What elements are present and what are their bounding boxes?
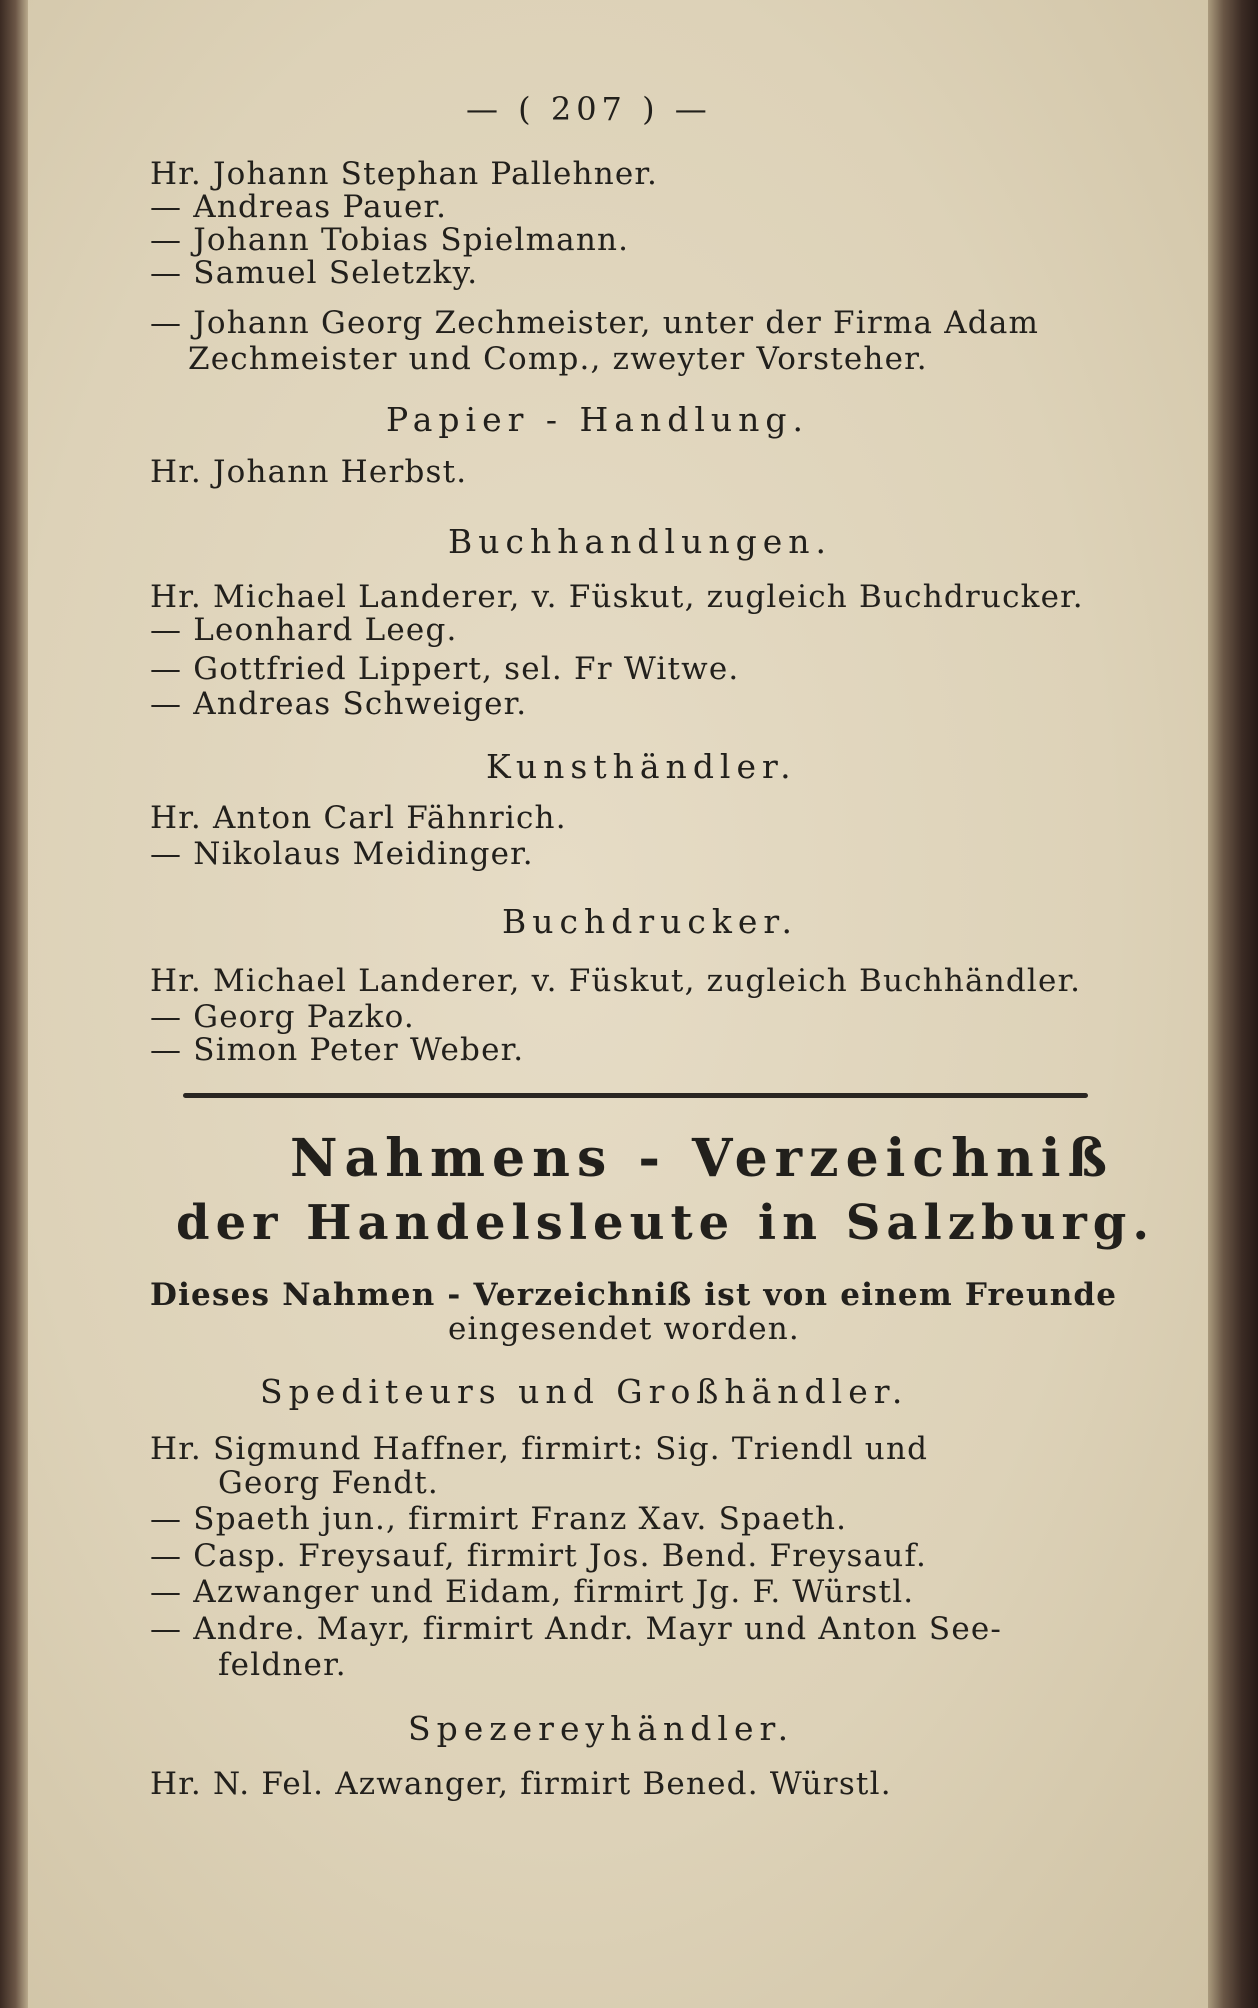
title-line-2: der Handelsleute in Salzburg.	[176, 1195, 1156, 1251]
entry-line: Hr. N. Fel. Azwanger, firmirt Bened. Würstl.	[150, 1766, 892, 1802]
entry-line: Hr. Anton Carl Fähnrich.	[150, 800, 567, 836]
section-heading: Kunsthändler.	[486, 747, 797, 786]
entry-line: feldner.	[218, 1647, 347, 1683]
entry-line: — Andre. Mayr, firmirt Andr. Mayr und Anton See-	[150, 1611, 1003, 1647]
book-gutter-left	[0, 0, 28, 2008]
entry-line: — Johann Tobias Spielmann.	[150, 222, 630, 258]
entry-line: — Spaeth jun., firmirt Franz Xav. Spaeth.	[150, 1501, 848, 1537]
entry-line: Georg Fendt.	[218, 1465, 439, 1501]
section-heading: Papier - Handlung.	[386, 400, 810, 439]
section-heading: Buchdrucker.	[502, 902, 799, 941]
book-edge-right	[1205, 0, 1258, 2008]
section-heading: Spediteurs und Großhändler.	[260, 1372, 909, 1411]
entry-line: Zechmeister und Comp., zweyter Vorsteher.	[188, 341, 928, 377]
page-number: — ( 207 ) —	[466, 90, 712, 128]
entry-line: Hr. Johann Stephan Pallehner.	[150, 156, 659, 192]
book-page	[28, 0, 1208, 2008]
entry-line: Hr. Michael Landerer, v. Füskut, zugleich Buchhändler.	[150, 963, 1082, 999]
entry-line: — Andreas Pauer.	[150, 189, 448, 225]
entry-line: — Georg Pazko.	[150, 999, 415, 1035]
section-heading: Spezereyhändler.	[408, 1709, 795, 1748]
entry-line: — Leonhard Leeg.	[150, 612, 458, 648]
title-line-1: Nahmens - Verzeichniß	[290, 1128, 1114, 1189]
entry-line: — Azwanger und Eidam, firmirt Jg. F. Würstl.	[150, 1574, 915, 1610]
note-line: Dieses Nahmen - Verzeichniß ist von einem Freunde	[150, 1277, 1118, 1313]
entry-line: — Gottfried Lippert, sel. Fr Witwe.	[150, 651, 740, 687]
entry-line: Hr. Sigmund Haffner, firmirt: Sig. Triendl und	[150, 1431, 929, 1467]
entry-line: — Simon Peter Weber.	[150, 1032, 525, 1068]
section-heading: Buchhandlungen.	[448, 522, 833, 561]
entry-line: Hr. Michael Landerer, v. Füskut, zugleich Buchdrucker.	[150, 579, 1084, 615]
divider-rule	[183, 1093, 1088, 1098]
note-line: eingesendet worden.	[448, 1311, 800, 1347]
entry-line: — Johann Georg Zechmeister, unter der Firma Adam	[150, 305, 1040, 341]
entry-line: — Samuel Seletzky.	[150, 255, 479, 291]
entry-line: — Nikolaus Meidinger.	[150, 836, 534, 872]
entry-line: Hr. Johann Herbst.	[150, 454, 468, 490]
entry-line: — Casp. Freysauf, firmirt Jos. Bend. Freysauf.	[150, 1538, 928, 1574]
entry-line: — Andreas Schweiger.	[150, 686, 528, 722]
